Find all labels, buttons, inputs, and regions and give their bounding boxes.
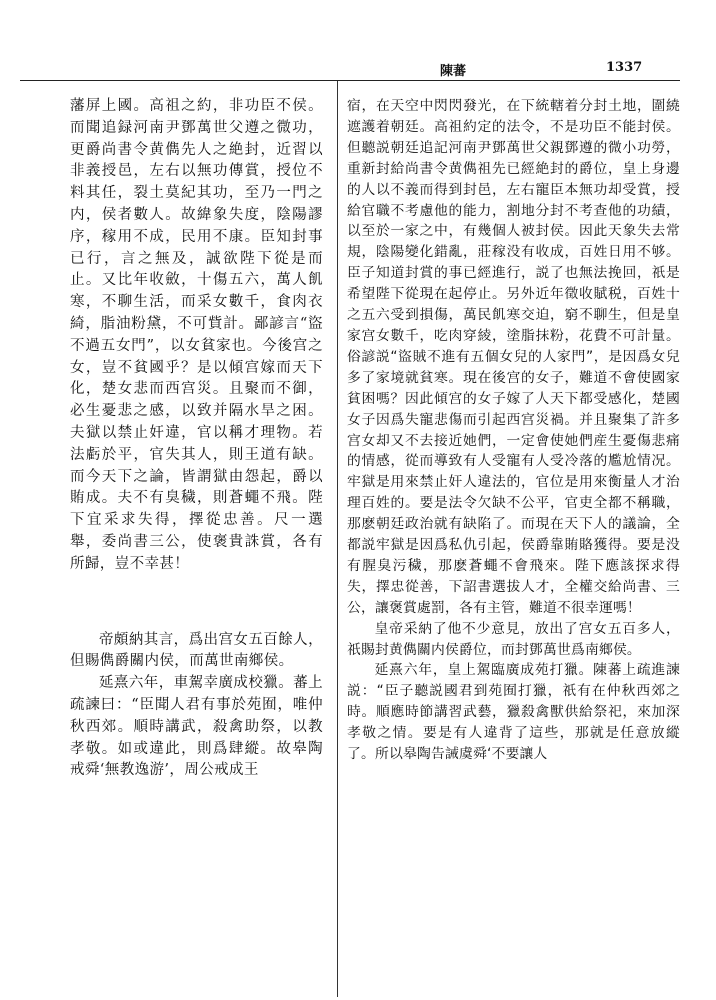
- translated-remonstrance-text: 延熹六年，皇上駕臨廣成苑打獵。陳蕃上疏進諫説：“臣子聽説國君到苑囿打獵，祇有在仲秋西郊之時。順應時節講習武藝，獵殺禽獸供給祭祀，來加深孝敬之情。要是有人違背了這些，那就是任意放縱了。所以皋陶告誡虞舜‘不要讓人: [347, 662, 680, 763]
- translated-memorial-text: 宿，在天空中閃閃發光，在下統轄着分封土地，圍繞遮護着朝廷。高祖約定的法令，不是功臣不能封侯。但聽説朝廷追記河南尹鄧萬世父親鄧遵的微小功勞，重新封給尚書令黄儁祖先已經絶封的爵位，皇上身邊的人以不義而得到封邑，左右寵臣本無功却受賞，授給官職不考慮他的能力，割地分封不考查他的功績，以至於一家之中，有幾個人被封侯。因此天象失去常規，陰陽變化錯亂，莊稼没有收成，百姓日用不够。臣子知道封賞的事已經進行，説了也無法挽回，祇是希望陛下從現在起停止。另外近年徵收賦税，百姓十之五六受到損傷，萬民飢寒交迫，窮不聊生，但是皇家宫女數千，吃肉穿綾，塗脂抹粉，花費不可計量。俗諺説“盜賊不進有五個女兒的人家門”，是因爲女兒多了家境就貧寒。現在後宫的女子，難道不會使國家貧困嗎？因此傾宫的女子嫁了人天下都受感化，楚國女子因爲失寵悲傷而引起西宫災禍。并且聚集了許多宫女却又不去接近她們，一定會使她們産生憂傷悲痛的情感，從而導致有人受寵有人受冷落的尷尬情况。牢獄是用來禁止奸人違法的，官位是用來衡量人才治理百姓的。要是法令欠缺不公平，官吏全都不稱職，那麽朝廷政治就有缺陷了。而現在天下人的議論，全都説牢獄是因爲私仇引起，侯爵靠賄賂獲得。要是没有腥臭污穢，那麽蒼蠅不會飛來。陛下應該探求得失，擇忠從善，下詔書選拔人才，全權交給尚書、三公，讓褒賞處罰，各有主管，難道不很幸運嗎！: [347, 98, 680, 616]
- translation-column: [347, 96, 680, 765]
- page-number: 1337: [606, 60, 643, 75]
- paragraph-gap: [70, 576, 323, 630]
- translated-narrative-text: 皇帝采納了他不少意見，放出了宫女五百多人，祇賜封黄儁關内侯爵位，而封鄧萬世爲南鄉侯。: [347, 620, 680, 658]
- original-narrative-text: 帝頗納其言，爲出宫女五百餘人，但賜儁爵關内侯，而萬世南鄉侯。: [70, 631, 323, 670]
- running-title: 陳蕃: [440, 64, 467, 79]
- header-rule: [20, 80, 680, 81]
- column-divider: [337, 81, 338, 997]
- original-remonstrance-text: 延熹六年，車駕幸廣成校獵。蕃上疏諫曰：“臣聞人君有事於苑囿，唯仲秋西郊。順時講武，殺禽助祭，以教孝敬。如或違此，則爲肆縱。故皋陶戒舜‘無教逸游’，周公戒成王: [70, 675, 323, 779]
- original-memorial-text: 藩屏上國。高祖之約，非功臣不侯。而聞追録河南尹鄧萬世父遵之微功，更爵尚書令黄儁先人之絶封，近習以非義授邑，左右以無功傳賞，授位不料其任，裂土莫紀其功，至乃一門之内，侯者數人。故緯象失度，陰陽謬序，稼用不成，民用不康。臣知封事已行，言之無及，誠欲陛下從是而止。又比年收斂，十傷五六，萬人飢寒，不聊生活，而采女數千，食肉衣綺，脂油粉黛，不可貲計。鄙諺言“盜不過五女門”，以女貧家也。今後宫之女，豈不貧國乎？是以傾宫嫁而天下化，楚女悲而西宫災。且聚而不御，必生憂悲之感，以致并隔水旱之困。夫獄以禁止奸違，官以稱才理物。若法虧於平，官失其人，則王道有缺。而今天下之論，皆謂獄由怨起，爵以賄成。夫不有臭穢，則蒼蠅不飛。陛下宜采求失得，擇從忠善。尺一選舉，委尚書三公，使褒貴誅賞，各有所歸，豈不幸甚！: [70, 98, 323, 572]
- classical-text-column: [70, 96, 323, 782]
- page-header: [0, 58, 716, 82]
